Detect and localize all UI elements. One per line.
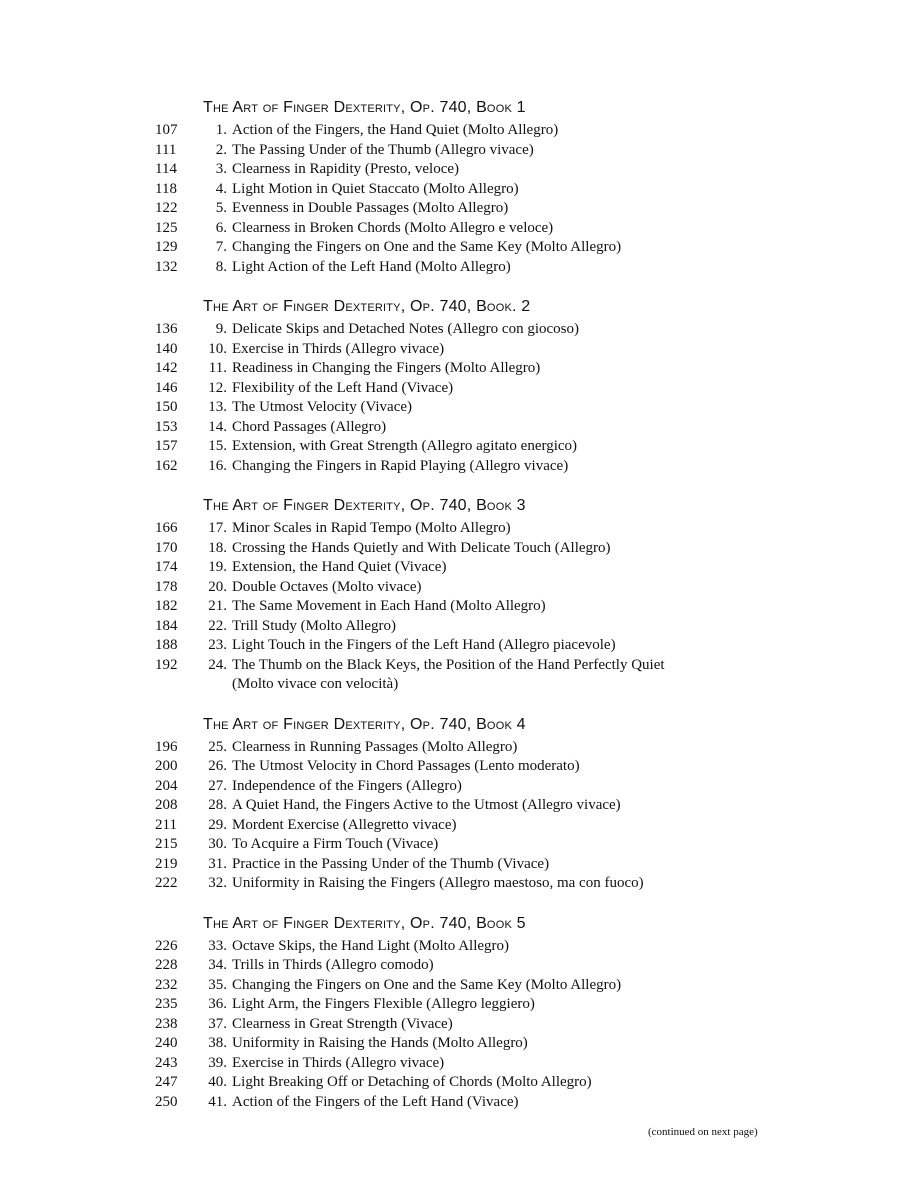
- etude-number: 6.: [215, 219, 227, 236]
- etude-title: [232, 180, 855, 200]
- toc-entry: [155, 539, 855, 559]
- etude-title-text: Changing the Fingers on One and the Same Key (Molto Allegro): [232, 239, 622, 255]
- toc-entry: [155, 359, 855, 379]
- etude-title-text: Trills in Thirds (Allegro comodo): [232, 957, 434, 973]
- etude-number: 5.: [215, 200, 227, 216]
- etude-number: 15.: [208, 438, 227, 454]
- toc-section: [155, 712, 855, 894]
- etude-title-text: Practice in the Passing Under of the Thumb (Vivace): [232, 855, 550, 872]
- page-number: 192: [155, 656, 178, 673]
- page-number: 129: [155, 239, 178, 255]
- page-number: 188: [155, 637, 178, 653]
- toc-entry: [155, 219, 855, 239]
- etude-number: 35.: [208, 976, 227, 993]
- etude-title-text: Light Action of the Left Hand (Molto Allegro): [232, 258, 511, 275]
- etude-title: [232, 320, 855, 340]
- toc-entry: [155, 160, 855, 180]
- etude-title: [232, 874, 855, 894]
- toc-entry: [155, 1034, 855, 1054]
- toc-entry: [155, 1015, 855, 1035]
- etude-title: [232, 219, 855, 239]
- toc-entry: [155, 738, 855, 758]
- etude-title: [232, 379, 855, 399]
- etude-title-text: Clearness in Running Passages (Molto Allegro): [232, 738, 518, 755]
- page-number: 235: [155, 996, 178, 1012]
- etude-number: 31.: [208, 855, 227, 872]
- etude-number: 32.: [208, 875, 227, 891]
- etude-title-text: Independence of the Fingers (Allegro): [232, 777, 462, 794]
- etude-title: [232, 199, 855, 219]
- etude-title-text: Clearness in Great Strength (Vivace): [232, 1015, 453, 1032]
- toc-entry: [155, 457, 855, 477]
- etude-title-text: Uniformity in Raising the Fingers (Allegro maestoso, ma con fuoco): [232, 875, 644, 891]
- page-number: 200: [155, 758, 178, 774]
- etude-title-text: Delicate Skips and Detached Notes (Allegro con giocoso): [232, 321, 579, 337]
- etude-title: [232, 418, 855, 438]
- toc-entry: [155, 656, 855, 695]
- etude-title-text: Octave Skips, the Hand Light (Molto Allegro): [232, 937, 510, 954]
- etude-title: [232, 1015, 855, 1035]
- toc-entry: [155, 855, 855, 875]
- etude-number: 18.: [208, 539, 227, 556]
- etude-number: 11.: [208, 360, 227, 376]
- etude-title: [232, 141, 855, 161]
- toc-entry: [155, 379, 855, 399]
- page-number: 228: [155, 957, 178, 973]
- section-heading: The Art of Finger Dexterity, Op. 740, Book 1: [203, 99, 526, 116]
- page-number: 118: [155, 180, 177, 197]
- page-number: 140: [155, 340, 178, 357]
- page-number: 240: [155, 1035, 178, 1051]
- page-number: 142: [155, 360, 178, 376]
- page-number: 196: [155, 738, 178, 755]
- etude-title: [232, 519, 855, 539]
- etude-number: 8.: [215, 258, 227, 275]
- etude-title: [232, 1093, 855, 1113]
- page-number: 238: [155, 1015, 178, 1032]
- etude-title: [232, 636, 855, 656]
- etude-title-text: A Quiet Hand, the Fingers Active to the Utmost (Allegro vivace): [232, 797, 621, 813]
- etude-title: [232, 757, 855, 777]
- page-number: 150: [155, 399, 178, 415]
- etude-title-text: The Passing Under of the Thumb (Allegro vivace): [232, 141, 534, 158]
- etude-title: [232, 617, 855, 637]
- page-number: 250: [155, 1093, 178, 1110]
- etude-title-text: Crossing the Hands Quietly and With Delicate Touch (Allegro): [232, 539, 611, 556]
- toc-section: [155, 911, 855, 1113]
- section-heading: The Art of Finger Dexterity, Op. 740, Book 3: [203, 497, 526, 514]
- page-number: 215: [155, 836, 178, 852]
- etude-title-text: Readiness in Changing the Fingers (Molto Allegro): [232, 360, 541, 376]
- etude-number: 1.: [215, 122, 227, 138]
- etude-title: [232, 539, 855, 559]
- etude-title: [232, 738, 855, 758]
- etude-number: 38.: [208, 1035, 227, 1051]
- etude-title: [232, 258, 855, 278]
- toc-entry: [155, 320, 855, 340]
- toc-entry: [155, 180, 855, 200]
- continued-note: (continued on next page): [648, 1126, 758, 1138]
- page-number: 170: [155, 539, 178, 556]
- etude-title: [232, 340, 855, 360]
- etude-number: 21.: [208, 598, 227, 614]
- etude-title: [232, 816, 855, 836]
- page-number: 125: [155, 219, 178, 236]
- toc-entry: [155, 340, 855, 360]
- etude-title-text: Minor Scales in Rapid Tempo (Molto Allegro): [232, 520, 511, 536]
- page-number: 174: [155, 559, 178, 575]
- etude-title: [232, 937, 855, 957]
- toc-entry: [155, 1054, 855, 1074]
- etude-title-text: Extension, the Hand Quiet (Vivace): [232, 559, 447, 575]
- page-number: 162: [155, 457, 178, 474]
- page-number: 111: [155, 141, 177, 158]
- etude-title: [232, 578, 855, 598]
- toc-entry: [155, 258, 855, 278]
- etude-number: 33.: [208, 937, 227, 954]
- etude-number: 4.: [215, 180, 227, 197]
- section-heading: The Art of Finger Dexterity, Op. 740, Book 5: [203, 914, 526, 932]
- toc-entry: [155, 874, 855, 894]
- etude-number: 26.: [208, 758, 227, 774]
- etude-number: 34.: [208, 957, 227, 973]
- etude-number: 24.: [208, 656, 227, 673]
- page-number: 122: [155, 200, 178, 216]
- etude-number: 16.: [208, 457, 227, 474]
- etude-number: 17.: [208, 520, 227, 536]
- etude-title-text: Light Arm, the Fingers Flexible (Allegro leggiero): [232, 996, 535, 1012]
- etude-title: [232, 656, 855, 695]
- page-number: 219: [155, 855, 178, 872]
- etude-title: [232, 457, 855, 477]
- etude-number: 39.: [208, 1054, 227, 1071]
- etude-title: [232, 398, 855, 418]
- etude-title: [232, 121, 855, 141]
- toc-section: [155, 294, 855, 476]
- etude-number: 19.: [208, 559, 227, 575]
- etude-title: [232, 1054, 855, 1074]
- etude-title: [232, 777, 855, 797]
- etude-title-text: Chord Passages (Allegro): [232, 418, 387, 435]
- toc-entry: [155, 976, 855, 996]
- toc-entry: [155, 816, 855, 836]
- etude-number: 37.: [208, 1015, 227, 1032]
- page-number: 232: [155, 976, 178, 993]
- etude-title: [232, 238, 855, 258]
- table-of-contents: [155, 95, 855, 1129]
- toc-section: [155, 493, 855, 695]
- page-number: 178: [155, 578, 178, 595]
- etude-number: 29.: [208, 816, 227, 833]
- page-number: 208: [155, 797, 178, 813]
- section-heading: The Art of Finger Dexterity, Op. 740, Book. 2: [203, 298, 531, 315]
- toc-entry: [155, 558, 855, 578]
- etude-title-text: Double Octaves (Molto vivace): [232, 578, 422, 595]
- toc-entry: [155, 937, 855, 957]
- etude-title-text: The Same Movement in Each Hand (Molto Allegro): [232, 598, 546, 614]
- etude-title-text: To Acquire a Firm Touch (Vivace): [232, 836, 439, 852]
- etude-title: [232, 359, 855, 379]
- page-number: 204: [155, 777, 178, 794]
- etude-number: 27.: [208, 777, 227, 794]
- etude-title: [232, 1073, 855, 1093]
- etude-title-text: The Utmost Velocity in Chord Passages (Lento moderato): [232, 758, 580, 774]
- page-number: 136: [155, 321, 178, 337]
- page-number: 182: [155, 598, 178, 614]
- page-number: 226: [155, 937, 178, 954]
- toc-entry: [155, 398, 855, 418]
- etude-title-text: Light Touch in the Fingers of the Left Hand (Allegro piacevole): [232, 637, 616, 653]
- toc-entry: [155, 1073, 855, 1093]
- etude-title-text: Changing the Fingers in Rapid Playing (Allegro vivace): [232, 457, 569, 474]
- page-number: 211: [155, 816, 177, 833]
- page-number: 222: [155, 875, 178, 891]
- etude-title: [232, 995, 855, 1015]
- etude-number: 9.: [215, 321, 227, 337]
- page-number: 157: [155, 438, 178, 454]
- etude-title: [232, 796, 855, 816]
- page-number: 146: [155, 379, 178, 396]
- toc-entry: [155, 418, 855, 438]
- etude-title-text: Exercise in Thirds (Allegro vivace): [232, 1054, 445, 1071]
- etude-number: 23.: [208, 637, 227, 653]
- page-number: 153: [155, 418, 178, 435]
- etude-title: [232, 160, 855, 180]
- etude-title: [232, 437, 855, 457]
- page-number: 166: [155, 520, 178, 536]
- etude-title-text: Uniformity in Raising the Hands (Molto Allegro): [232, 1035, 528, 1051]
- etude-title: [232, 835, 855, 855]
- etude-title-text: The Utmost Velocity (Vivace): [232, 399, 413, 415]
- toc-entry: [155, 578, 855, 598]
- etude-title: [232, 976, 855, 996]
- toc-entry: [155, 956, 855, 976]
- etude-title-text: Extension, with Great Strength (Allegro agitato energico): [232, 438, 578, 454]
- etude-title-text: Light Motion in Quiet Staccato (Molto Allegro): [232, 180, 519, 197]
- toc-entry: [155, 519, 855, 539]
- etude-title-text: Exercise in Thirds (Allegro vivace): [232, 340, 445, 357]
- etude-number: 28.: [208, 797, 227, 813]
- etude-title-text: Clearness in Broken Chords (Molto Allegro e veloce): [232, 219, 554, 236]
- etude-title: [232, 558, 855, 578]
- etude-title: [232, 855, 855, 875]
- toc-entry: [155, 995, 855, 1015]
- etude-number: 22.: [208, 617, 227, 634]
- etude-title-text: Changing the Fingers on One and the Same Key (Molto Allegro): [232, 976, 622, 993]
- etude-title-text: Clearness in Rapidity (Presto, veloce): [232, 161, 460, 177]
- toc-entry: [155, 835, 855, 855]
- toc-entry: [155, 199, 855, 219]
- etude-title: [232, 956, 855, 976]
- etude-number: 14.: [208, 418, 227, 435]
- toc-entry: [155, 1093, 855, 1113]
- toc-entry: [155, 141, 855, 161]
- toc-entry: [155, 121, 855, 141]
- etude-title-text: Mordent Exercise (Allegretto vivace): [232, 816, 457, 833]
- etude-number: 3.: [215, 161, 227, 177]
- toc-entry: [155, 238, 855, 258]
- page-number: 247: [155, 1074, 178, 1090]
- section-heading: The Art of Finger Dexterity, Op. 740, Book 4: [203, 715, 526, 733]
- etude-number: 7.: [215, 239, 227, 255]
- etude-number: 41.: [208, 1093, 227, 1110]
- page-number: 114: [155, 161, 177, 177]
- etude-title-text: Trill Study (Molto Allegro): [232, 617, 397, 634]
- toc-entry: [155, 597, 855, 617]
- toc-section: [155, 95, 855, 277]
- etude-title-text: Flexibility of the Left Hand (Vivace): [232, 379, 454, 396]
- toc-entry: [155, 796, 855, 816]
- etude-number: 30.: [208, 836, 227, 852]
- etude-number: 25.: [208, 738, 227, 755]
- etude-number: 40.: [208, 1074, 227, 1090]
- page-number: 243: [155, 1054, 178, 1071]
- page-number: 107: [155, 122, 178, 138]
- etude-number: 36.: [208, 996, 227, 1012]
- etude-title-text: The Thumb on the Black Keys, the Position of the Hand Perfectly Quiet: [232, 656, 665, 673]
- toc-entry: [155, 636, 855, 656]
- etude-number: 12.: [208, 379, 227, 396]
- etude-number: 20.: [208, 578, 227, 595]
- etude-title: [232, 1034, 855, 1054]
- toc-entry: [155, 617, 855, 637]
- etude-title-text: Action of the Fingers, the Hand Quiet (Molto Allegro): [232, 122, 559, 138]
- toc-entry: [155, 777, 855, 797]
- etude-title-continuation: (Molto vivace con velocità): [232, 676, 399, 692]
- etude-number: 2.: [215, 141, 227, 158]
- etude-title: [232, 597, 855, 617]
- etude-title-text: Evenness in Double Passages (Molto Allegro): [232, 200, 509, 216]
- etude-number: 13.: [208, 399, 227, 415]
- toc-entry: [155, 757, 855, 777]
- etude-number: 10.: [208, 340, 227, 357]
- etude-title-text: Light Breaking Off or Detaching of Chords (Molto Allegro): [232, 1074, 592, 1090]
- page-number: 184: [155, 617, 178, 634]
- page-number: 132: [155, 258, 178, 275]
- toc-entry: [155, 437, 855, 457]
- etude-title-text: Action of the Fingers of the Left Hand (Vivace): [232, 1093, 519, 1110]
